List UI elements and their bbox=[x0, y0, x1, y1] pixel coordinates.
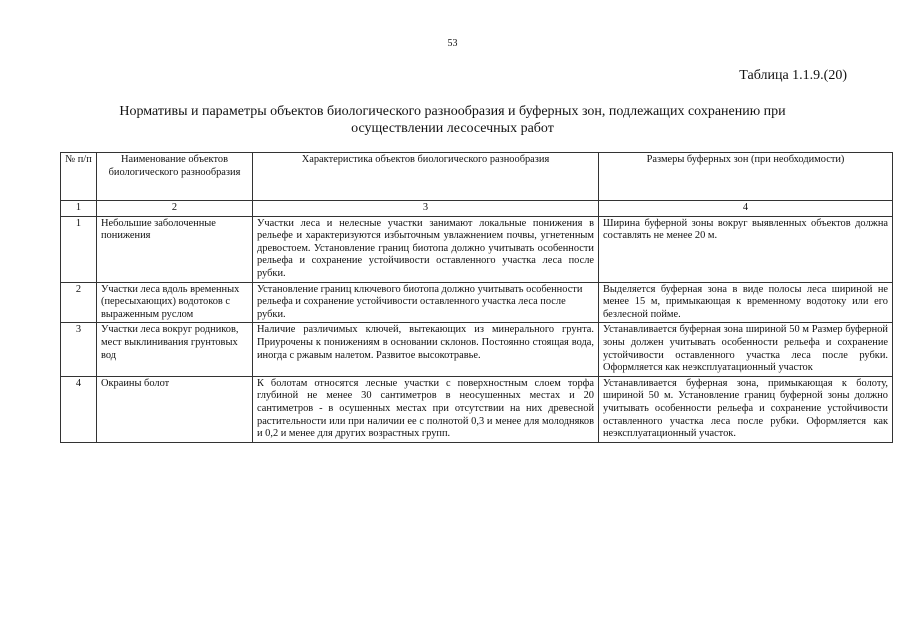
object-name: Окраины болот bbox=[97, 376, 253, 442]
index-cell: 2 bbox=[97, 201, 253, 217]
object-characteristic: Установление границ ключевого биотопа должно учитывать особенности рельефа и сохранение устойчивости оставленного участка леса после рубки. bbox=[253, 282, 599, 323]
object-name: Небольшие заболоченные понижения bbox=[97, 216, 253, 282]
index-cell: 3 bbox=[253, 201, 599, 217]
table-label: Таблица 1.1.9.(20) bbox=[739, 68, 847, 83]
row-number: 2 bbox=[61, 282, 97, 323]
header-row bbox=[61, 153, 893, 201]
table-row bbox=[61, 282, 893, 323]
header-characteristic: Характеристика объектов биологического разнообразия bbox=[253, 153, 599, 201]
biodiversity-table bbox=[60, 152, 893, 443]
object-characteristic: Наличие различимых ключей, вытекающих из минерального грунта. Приурочены к понижениям в основании склонов. Постоянно стоящая вода, иногда с ржавым налетом. Развитое высокотравье. bbox=[253, 323, 599, 376]
title-line-1: Нормативы и параметры объектов биологического разнообразия и буферных зон, подлежащих сохранению при bbox=[119, 104, 786, 119]
header-name: Наименование объектов биологического разнообразия bbox=[97, 153, 253, 201]
header-buffer: Размеры буферных зон (при необходимости) bbox=[599, 153, 893, 201]
table-row bbox=[61, 216, 893, 282]
row-number: 3 bbox=[61, 323, 97, 376]
row-number: 1 bbox=[61, 216, 97, 282]
object-characteristic: Участки леса и нелесные участки занимают локальные понижения в рельефе и характеризуются избыточным увлажнением почвы, угнетенным древостоем. Установление границ биотопа должно учитывать особенности рельефа и сохранение устойчивости оставленного участка леса после рубки. bbox=[253, 216, 599, 282]
buffer-zone-size: Ширина буферной зоны вокруг выявленных объектов должна составлять не менее 20 м. bbox=[599, 216, 893, 282]
header-number: № п/п bbox=[61, 153, 97, 201]
object-name: Участки леса вокруг родников, мест выклинивания грунтовых вод bbox=[97, 323, 253, 376]
index-cell: 1 bbox=[61, 201, 97, 217]
table-row bbox=[61, 376, 893, 442]
buffer-zone-size: Устанавливается буферная зона шириной 50 м Размер буферной зоны должен учитывать особенности рельефа и сохранение устойчивости оставленного участка леса после рубки. Оформляется как неэксплуатационный участок bbox=[599, 323, 893, 376]
document-title bbox=[60, 103, 845, 137]
index-row bbox=[61, 201, 893, 217]
title-line-2: осуществлении лесосечных работ bbox=[351, 121, 554, 136]
buffer-zone-size: Выделяется буферная зона в виде полосы леса шириной не менее 15 м, примыкающая к временному водотоку или его безлесной пойме. bbox=[599, 282, 893, 323]
index-cell: 4 bbox=[599, 201, 893, 217]
row-number: 4 bbox=[61, 376, 97, 442]
table-row bbox=[61, 323, 893, 376]
buffer-zone-size: Устанавливается буферная зона, примыкающая к болоту, шириной 50 м. Установление границ буферной зоны должно учитывать особенности рельефа и сохранение устойчивости оставленного участка леса после рубки. Оформляется как неэксплуатационный участок. bbox=[599, 376, 893, 442]
object-characteristic: К болотам относятся лесные участки с поверхностным слоем торфа глубиной не менее 30 сантиметров в неосушенных местах и 20 сантиметров - в осушенных местах при отсутствии на них древесной растительности или при наличии ее с полнотой 0,3 и менее для молодняков и 0,2 и менее для других возрастных групп. bbox=[253, 376, 599, 442]
object-name: Участки леса вдоль временных (пересыхающих) водотоков с выраженным руслом bbox=[97, 282, 253, 323]
page-number: 53 bbox=[447, 38, 458, 49]
